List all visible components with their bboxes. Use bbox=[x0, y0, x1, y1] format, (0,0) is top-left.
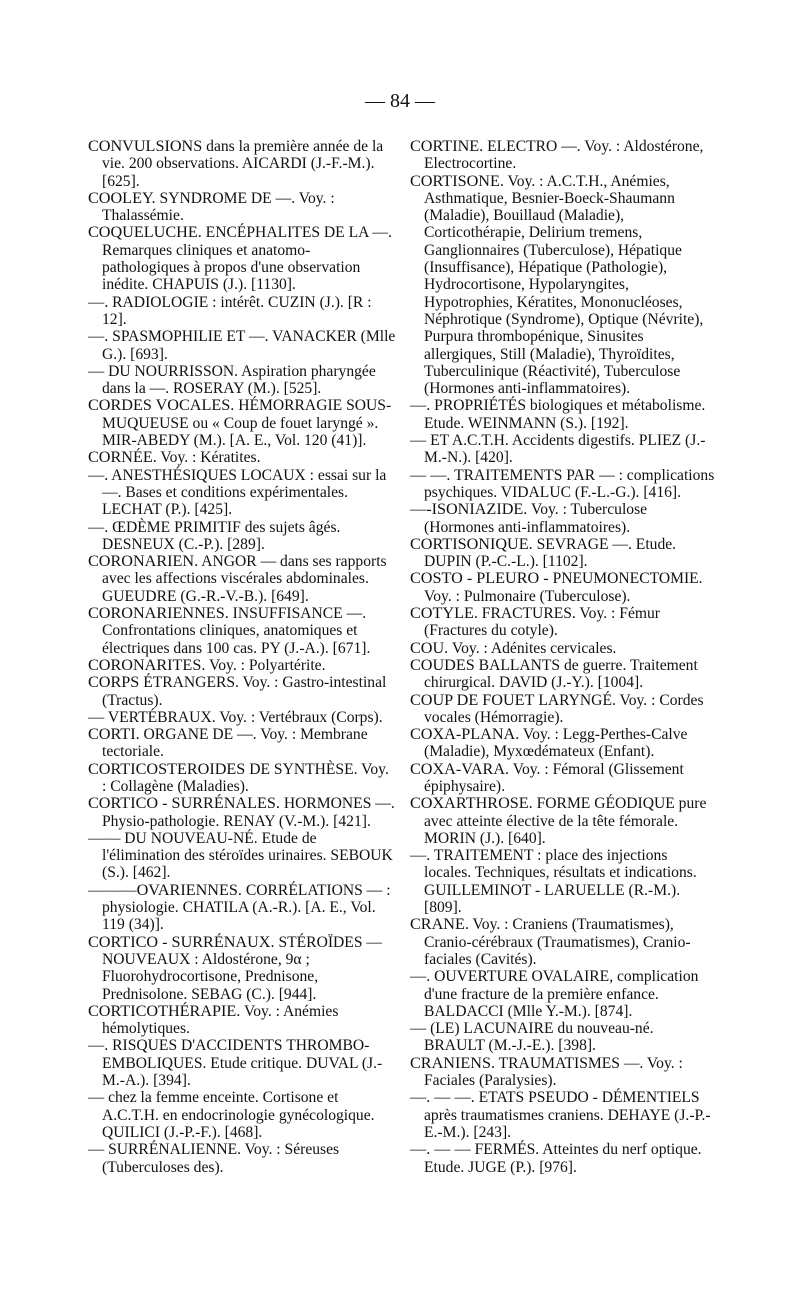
entry-text: HÉMORRAGIE SOUS-MUQUEUSE ou « Coup de fouet laryngé ». MIR-ABEDY (M.). [A. E., Vol. 120 (41)]. bbox=[102, 397, 392, 450]
index-entry bbox=[410, 605, 716, 640]
entry-text: ORGANE DE —. Voy. : Membrane tectoriale. bbox=[102, 726, 368, 761]
entry-text: RISQUES D'ACCIDENTS THROMBO-EMBOLIQUES. Etude critique. DUVAL (J.-M.-A.). [394]. bbox=[102, 1037, 383, 1090]
entry-heading: CORTICO - SURRÉNALES. bbox=[88, 794, 280, 813]
entry-heading: —. bbox=[88, 517, 109, 536]
index-entry bbox=[410, 916, 716, 968]
entry-heading: CORTISONE. bbox=[410, 171, 504, 190]
index-entry bbox=[88, 328, 396, 363]
entry-text: CORRÉLATIONS — : physiologie. CHATILA (A.-R.). [A. E., Vol. 119 (34)]. bbox=[102, 881, 391, 934]
index-entry bbox=[88, 709, 396, 726]
entry-text: SURRÉNALIENNE. Voy. : Séreuses (Tuberculoses des). bbox=[102, 1141, 340, 1176]
entry-heading: CORPS bbox=[88, 673, 140, 692]
entry-text: DE SYNTHÈSE. Voy. : Collagène (Maladies). bbox=[102, 760, 389, 795]
entry-text: SPASMOPHILIE ET —. VANACKER (Mlle G.). [693]. bbox=[102, 328, 396, 363]
index-entry bbox=[88, 934, 396, 1003]
index-entry bbox=[88, 657, 396, 674]
entry-heading: CORNÉE. bbox=[88, 448, 157, 467]
entry-text: OUVERTURE OVALAIRE, complication d'une fracture de la première enfance. BALDACCI (Mlle Y.-M.). [874]. bbox=[424, 968, 699, 1020]
entry-text: ANESTHÉSIQUES LOCAUX : essai sur la —. Bases et conditions expérimentales. LECHAT (P.). [425]. bbox=[102, 466, 387, 519]
entry-heading: CORDES VOCALES. bbox=[88, 396, 235, 415]
index-entry bbox=[88, 519, 396, 554]
entry-text: Voy. : Tuberculose (Hormones anti-inflammatoires). bbox=[424, 501, 648, 536]
index-entry bbox=[88, 1003, 396, 1038]
index-entry bbox=[88, 1089, 396, 1141]
index-entry bbox=[410, 536, 716, 571]
entry-text: VERTÉBRAUX. Voy. : Vertébraux (Corps). bbox=[107, 708, 383, 726]
entry-heading: CORTI. bbox=[88, 725, 140, 744]
entry-text: DU NOURRISSON. Aspiration pharyngée dans la —. ROSERAY (M.). [525]. bbox=[102, 362, 376, 398]
entry-heading: —. — — bbox=[410, 1140, 471, 1159]
entry-text: ELECTRO —. Voy. : Aldostérone, Electrocortine. bbox=[424, 138, 704, 173]
entry-heading: CORONARIENNES. bbox=[88, 604, 229, 623]
entry-heading: —. bbox=[88, 1036, 109, 1055]
index-entry bbox=[410, 795, 716, 847]
entry-text: Voy. : Fémoral (Glissement épiphysaire). bbox=[424, 760, 684, 795]
index-entry bbox=[410, 570, 716, 605]
entry-text: PROPRIÉTÉS biologiques et métabolisme. Etude. WEINMANN (S.). [192]. bbox=[424, 397, 706, 432]
index-entry bbox=[410, 1089, 716, 1141]
index-entry bbox=[88, 138, 396, 190]
entry-text: SYNDROME DE —. Voy. : Thalassémie. bbox=[102, 189, 335, 225]
entry-heading: —. bbox=[88, 327, 109, 346]
entry-heading: COUP DE FOUET bbox=[410, 690, 535, 709]
entry-text: Voy. : Kératites. bbox=[160, 449, 261, 467]
entry-heading: — bbox=[88, 1088, 105, 1107]
entry-heading: COUDES bbox=[410, 655, 475, 674]
index-entry bbox=[88, 830, 396, 882]
index-entry bbox=[410, 467, 716, 502]
entry-heading: COXARTHROSE. bbox=[410, 794, 533, 813]
entry-text: TRAITEMENTS PAR — : complications psychiques. VIDALUC (F.-L.-G.). [416]. bbox=[424, 466, 715, 501]
entry-text: BALLANTS de guerre. Traitement chirurgical. DAVID (J.-Y.). [1004]. bbox=[424, 656, 698, 692]
entry-text: HORMONES —. Physio-pathologie. RENAY (V.-M.). [421]. bbox=[102, 795, 395, 830]
entry-text: DU NOUVEAU-NÉ. Etude de l'élimination des stéroïdes urinaires. SEBOUK (S.). [462]. bbox=[102, 829, 393, 882]
entry-heading: COXA-PLANA. bbox=[410, 725, 520, 744]
entry-text: ŒDÈME PRIMITIF des sujets âgés. DESNEUX (C.-P.). [289]. bbox=[102, 518, 341, 553]
entry-heading: CORTICO - SURRÉNAUX. bbox=[88, 932, 275, 951]
entry-text: FRACTURES. Voy. : Fémur (Fractures du cotyle). bbox=[424, 605, 661, 640]
index-entry bbox=[410, 968, 716, 1020]
index-entry bbox=[88, 882, 396, 934]
entry-heading: CORTICOTHÉRAPIE. bbox=[88, 1001, 241, 1020]
entry-heading: — bbox=[88, 361, 105, 380]
index-entry bbox=[410, 657, 716, 692]
entry-text: TRAUMATISMES —. Voy. : Faciales (Paralysies). bbox=[424, 1054, 683, 1090]
entry-text: dans la première année de la vie. 200 observations. AICARDI (J.-F.-M.). [625]. bbox=[102, 138, 384, 190]
entry-text: LARYNGÉ. Voy. : Cordes vocales (Hémorragie). bbox=[424, 691, 704, 726]
entry-heading: CORONARIEN. bbox=[88, 552, 199, 571]
index-entry bbox=[88, 795, 396, 830]
entry-text: ET A.C.T.H. Accidents digestifs. PLIEZ (J.-M.-N.). [420]. bbox=[424, 432, 706, 467]
index-entry bbox=[88, 553, 396, 605]
index-entry bbox=[88, 294, 396, 329]
entry-heading: CORONARITES. bbox=[88, 655, 206, 674]
entry-heading: —. bbox=[410, 967, 431, 986]
index-entry bbox=[410, 432, 716, 467]
index-entry bbox=[410, 692, 716, 727]
entry-heading: COSTO - PLEURO - bbox=[410, 569, 549, 588]
page-number: — 84 — bbox=[365, 90, 435, 112]
entry-heading: — bbox=[410, 431, 427, 450]
entry-heading: —. bbox=[410, 396, 431, 415]
index-entry bbox=[88, 449, 396, 466]
entry-heading: ———OVARIENNES. bbox=[88, 880, 242, 899]
index-entry bbox=[410, 138, 716, 173]
entry-text: (LE) LACUNAIRE du nouveau-né. BRAULT (M.-J.-E.). [398]. bbox=[424, 1020, 654, 1055]
index-entry bbox=[410, 173, 716, 398]
entry-heading: CORTICOSTEROIDES bbox=[88, 759, 246, 778]
entry-text: FORME GÉODIQUE pure avec atteinte élective de la tête fémorale. MORIN (J.). [640]. bbox=[424, 795, 707, 847]
index-entry bbox=[410, 761, 716, 796]
entry-text: RADIOLOGIE : intérêt. CUZIN (J.). [R : 12]. bbox=[102, 293, 372, 328]
index-entry bbox=[410, 1141, 716, 1176]
entry-text: Voy. : Polyartérite. bbox=[209, 656, 326, 674]
entry-heading: —-ISONIAZIDE. bbox=[410, 500, 528, 519]
entry-text: INSUFFISANCE —. Confrontations cliniques, anatomiques et électriques dans 100 cas. PY (J.-A.). [671]. bbox=[102, 605, 371, 657]
entry-heading: CRANE. bbox=[410, 915, 469, 934]
entry-text: ENCÉPHALITES DE LA —. Remarques cliniques et anatomo-pathologiques à propos d'une observation inédite. CHAPUIS (J.). [1130]. bbox=[102, 224, 392, 294]
entry-heading: — bbox=[88, 1140, 105, 1159]
entry-text: ANGOR — dans ses rapports avec les affections viscérales abdominales. GUEUDRE (G.-R.-V.-B.). [649]. bbox=[102, 553, 387, 605]
entry-text: Voy. : Adénites cervicales. bbox=[451, 639, 617, 657]
entry-text: Voy. : Legg-Perthes-Calve (Maladie), Myxœdémateux (Enfant). bbox=[424, 726, 688, 761]
entry-text: Voy. : Craniens (Traumatismes), Cranio-cérébraux (Traumatismes), Cranio-faciales (Cavités). bbox=[424, 916, 691, 968]
entry-heading: —. bbox=[88, 465, 109, 484]
entry-heading: — bbox=[88, 707, 105, 726]
entry-heading: CRANIENS. bbox=[410, 1053, 495, 1072]
entry-text: ETATS PSEUDO - DÉMENTIELS après traumatismes craniens. DEHAYE (J.-P.-E.-M.). [243]. bbox=[424, 1089, 711, 1141]
index-entry bbox=[88, 1141, 396, 1176]
index-entry bbox=[88, 190, 396, 225]
entry-text: STÉROÏDES — NOUVEAUX : Aldostérone, 9α ; Fluorohydrocortisone, Prednisone, Prednisolone. SEBAG (C.). [944]. bbox=[102, 933, 382, 1003]
entry-heading: COOLEY. bbox=[88, 188, 156, 207]
index-entry bbox=[88, 363, 396, 398]
entry-heading: —. bbox=[410, 846, 431, 865]
entry-heading: CORTINE. bbox=[410, 137, 484, 155]
index-entry bbox=[410, 640, 716, 657]
index-entry bbox=[88, 1037, 396, 1089]
entry-heading: COQUELUCHE. bbox=[88, 223, 202, 242]
entry-heading: —. bbox=[88, 292, 109, 311]
index-entry bbox=[410, 726, 716, 761]
left-column bbox=[88, 138, 396, 1176]
entry-heading: COTYLE. bbox=[410, 604, 478, 623]
right-column bbox=[410, 138, 716, 1176]
entry-text: PNEUMONECTOMIE. Voy. : Pulmonaire (Tuberculose). bbox=[424, 570, 703, 605]
entry-heading: — bbox=[410, 1019, 427, 1038]
index-entry bbox=[88, 224, 396, 293]
entry-heading: CORTISONIQUE. bbox=[410, 534, 533, 553]
entry-text: Voy. : Anémies hémolytiques. bbox=[102, 1002, 339, 1038]
entry-text: SEVRAGE —. Etude. DUPIN (P.-C.-L.). [1102]. bbox=[424, 535, 677, 571]
index-entry bbox=[410, 501, 716, 536]
index-entry bbox=[88, 467, 396, 519]
index-entry bbox=[410, 1020, 716, 1055]
entry-text: ÉTRANGERS. Voy. : Gastro-intestinal (Tractus). bbox=[102, 674, 387, 709]
entry-text: Voy. : A.C.T.H., Anémies, Asthmatique, Besnier-Boeck-Shaumann (Maladie), Bouillaud (Maladie), Corticothérapie, Delirium tremens, Ganglionnaires (Tuberculose), Hépatique (Insuffisance), Hépatique (Pathologie), Hydrocortisone, Hypolaryngites, Hypotrophies, Kératites, Mononucléoses, Néphrotique (Syndrome), Optique (Névrite), Purpura thrombopénique, Sinusites allergiques, Still (Maladie), Thyroïdites, Tuberculinique (Réactivité), Tuberculose (Hormones anti-inflammatoires). bbox=[424, 172, 704, 398]
entry-text: TRAITEMENT : place des injections locales. Techniques, résultats et indications. GUILLEMINOT - LARUELLE (R.-M.). [809]. bbox=[424, 847, 697, 917]
entry-heading: CONVULSIONS bbox=[88, 137, 203, 155]
index-entry bbox=[88, 397, 396, 449]
entry-heading: —— bbox=[88, 828, 121, 847]
index-entry bbox=[88, 674, 396, 709]
entry-heading: — —. bbox=[410, 465, 451, 484]
index-entry bbox=[88, 761, 396, 796]
index-entry bbox=[410, 1055, 716, 1090]
entry-heading: —. — —. bbox=[410, 1088, 475, 1107]
index-entry bbox=[88, 605, 396, 657]
entry-text: FERMÉS. Atteintes du nerf optique. Etude. JUGE (P.). [976]. bbox=[424, 1141, 702, 1176]
entry-text: chez la femme enceinte. Cortisone et A.C.T.H. en endocrinologie gynécologique. QUILICI (J.-P.-F.). [468]. bbox=[102, 1089, 375, 1141]
index-entry bbox=[410, 397, 716, 432]
entry-heading: COU. bbox=[410, 638, 449, 657]
index-entry bbox=[88, 726, 396, 761]
index-entry bbox=[410, 847, 716, 916]
entry-heading: COXA-VARA. bbox=[410, 759, 510, 778]
